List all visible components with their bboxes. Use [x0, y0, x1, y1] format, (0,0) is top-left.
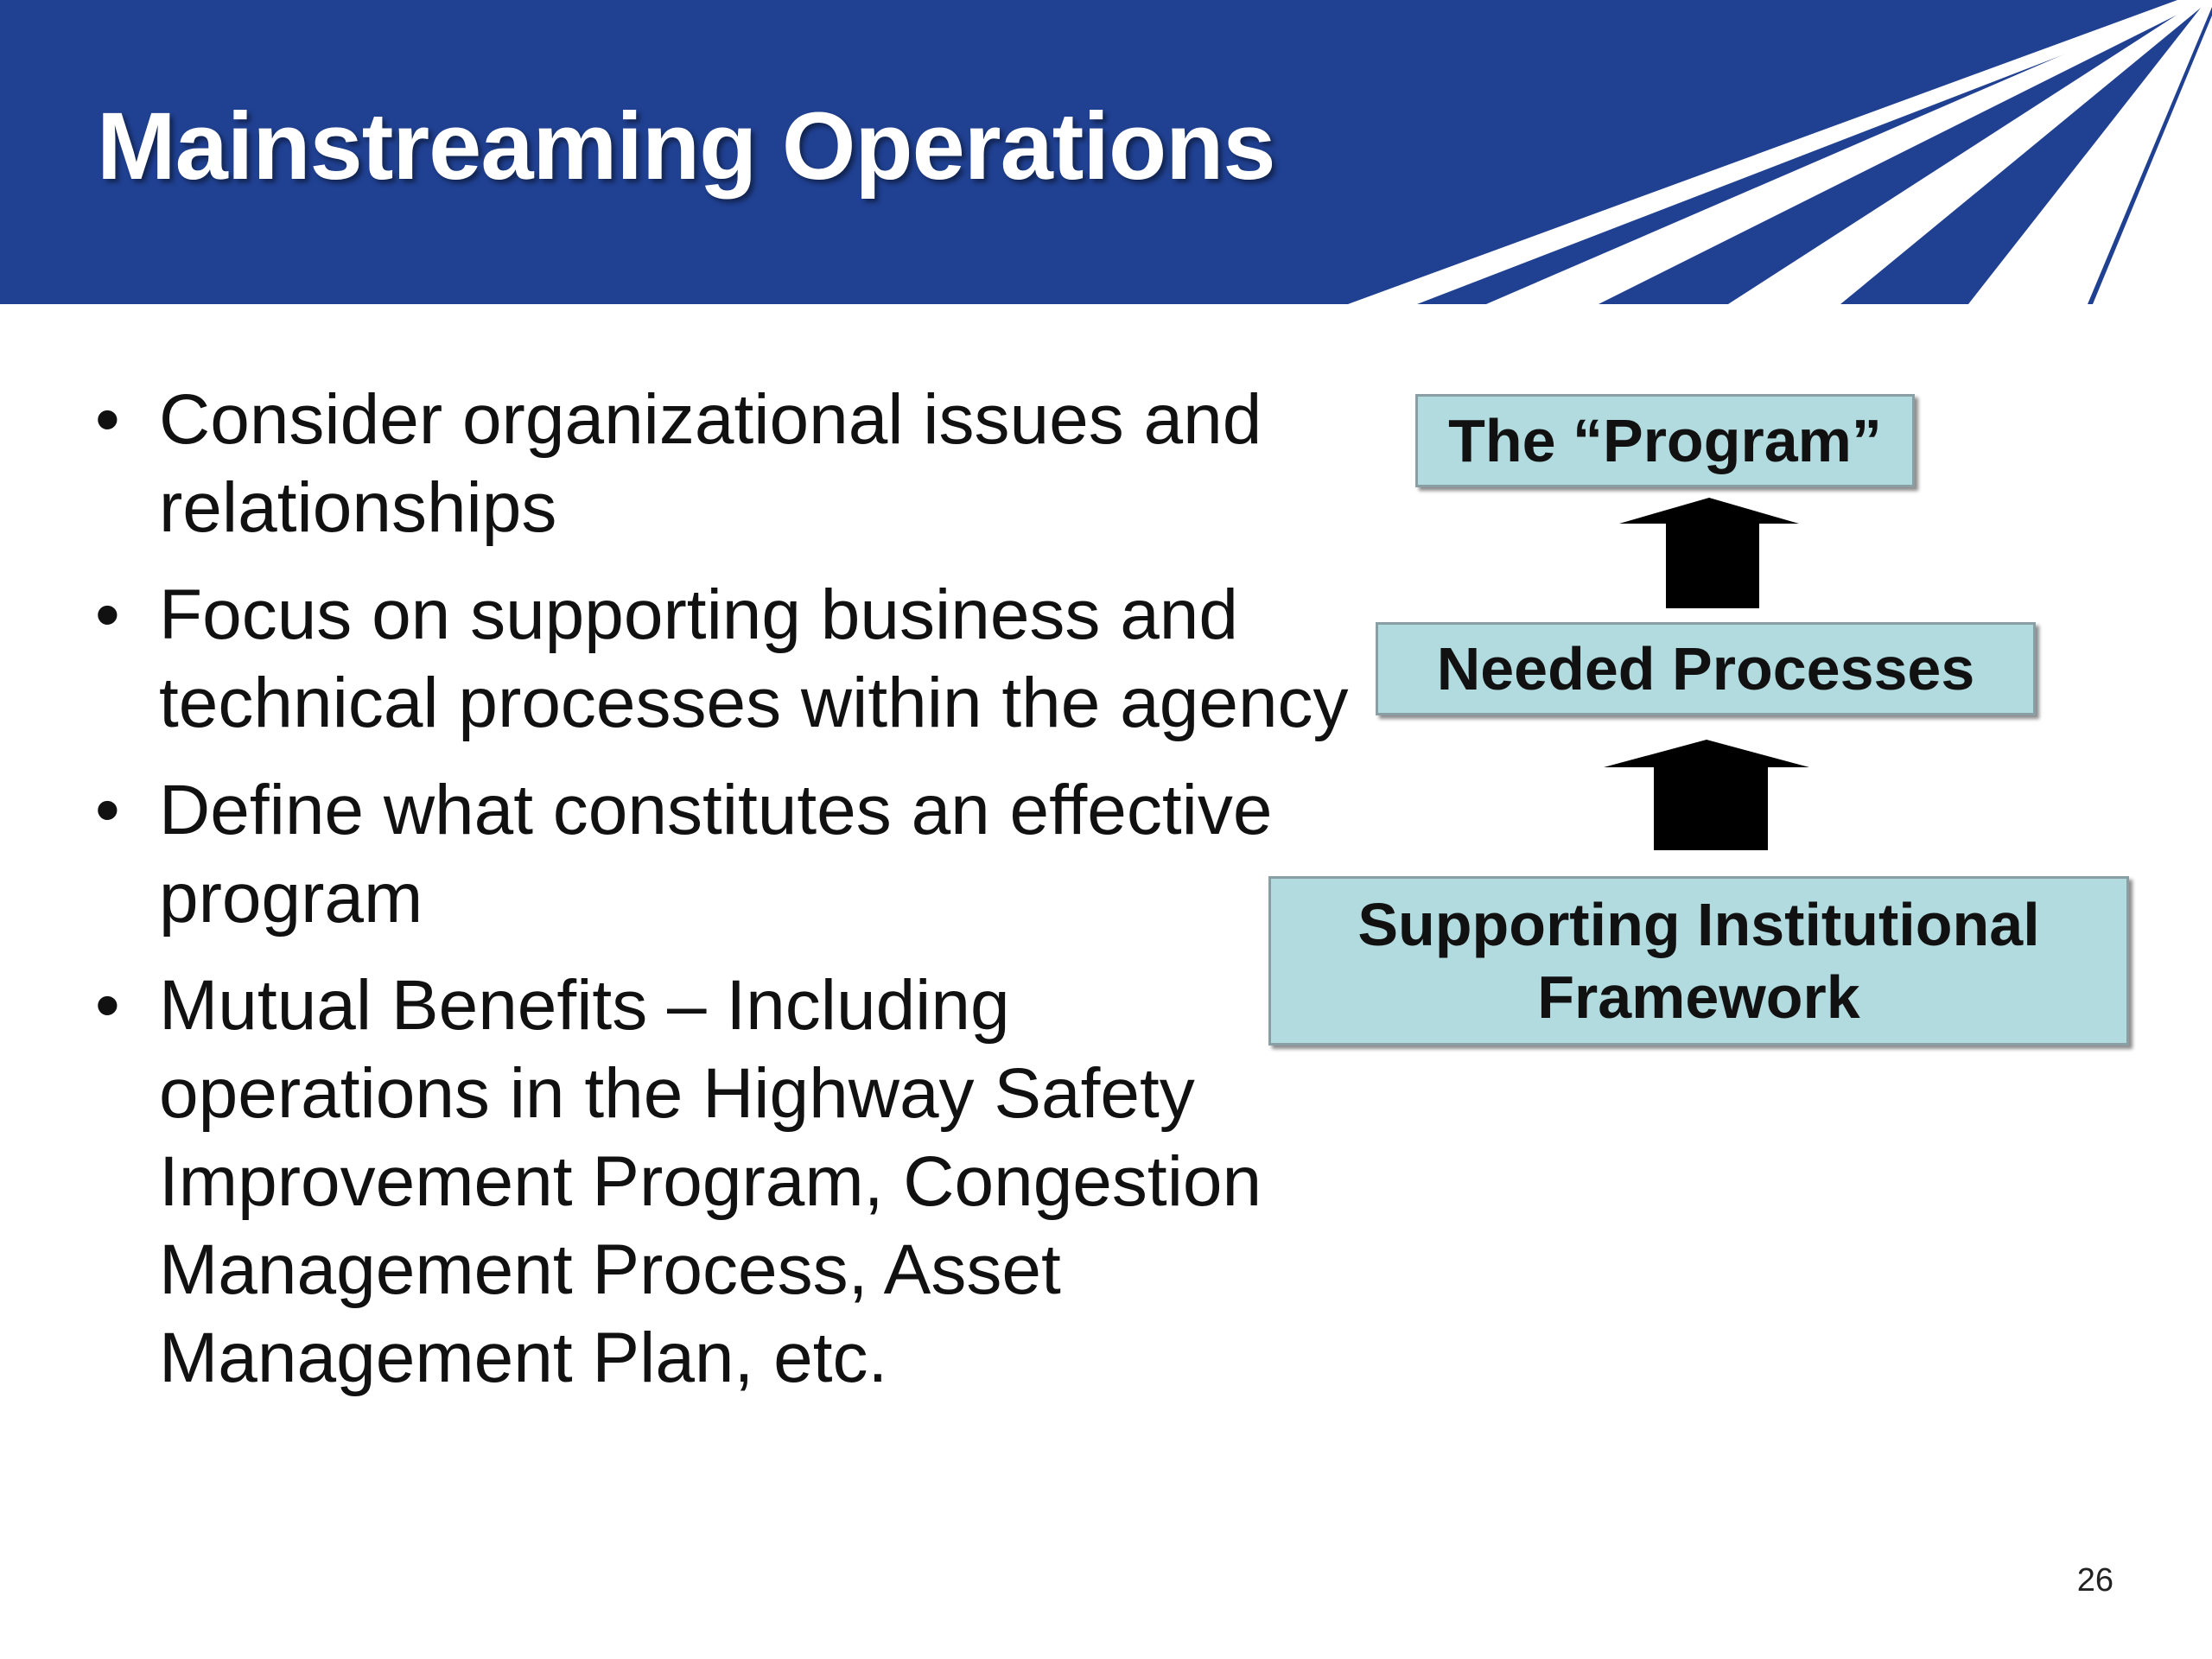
bullet-marker: •: [95, 771, 120, 849]
needed-processes-label: Needed Processes: [1436, 635, 1975, 702]
needed-processes-box: [1376, 622, 2036, 715]
institutional-framework-label-line2: Framework: [1537, 963, 1860, 1031]
bullet-text: Focus on supporting business and technical processes within the agency: [159, 575, 1349, 742]
bullet-marker: •: [95, 966, 120, 1045]
bullet-marker: •: [95, 575, 120, 654]
bullet-item: [90, 571, 1351, 747]
header-band: [0, 0, 2212, 304]
up-arrow-icon: [1599, 740, 1815, 854]
institutional-framework-label-line1: Supporting Institutional: [1357, 891, 2040, 958]
bullet-text: Mutual Benefits – Including operations in the Highway Safety Improvement Program, Congestion Management Process, Asset Management Plan, etc.: [159, 966, 1262, 1397]
institutional-framework-label: [1357, 888, 2039, 1033]
program-box-label: The “Program”: [1448, 407, 1882, 474]
bullet-list: [90, 376, 1351, 1421]
program-hierarchy-diagram: [1262, 380, 2143, 1071]
up-arrow-icon: [1614, 498, 1804, 612]
slide-number: 26: [2076, 1562, 2113, 1599]
bullet-item: [90, 766, 1351, 943]
bullet-item: [90, 962, 1351, 1402]
bullet-text: Consider organizational issues and relationships: [159, 380, 1262, 547]
bullet-item: [90, 376, 1351, 552]
slide-title: Mainstreaming Operations: [97, 93, 1275, 200]
institutional-framework-box: [1268, 876, 2129, 1046]
program-box: [1415, 394, 1915, 487]
bullet-text: Define what constitutes an effective program: [159, 771, 1273, 938]
bullet-marker: •: [95, 380, 120, 459]
